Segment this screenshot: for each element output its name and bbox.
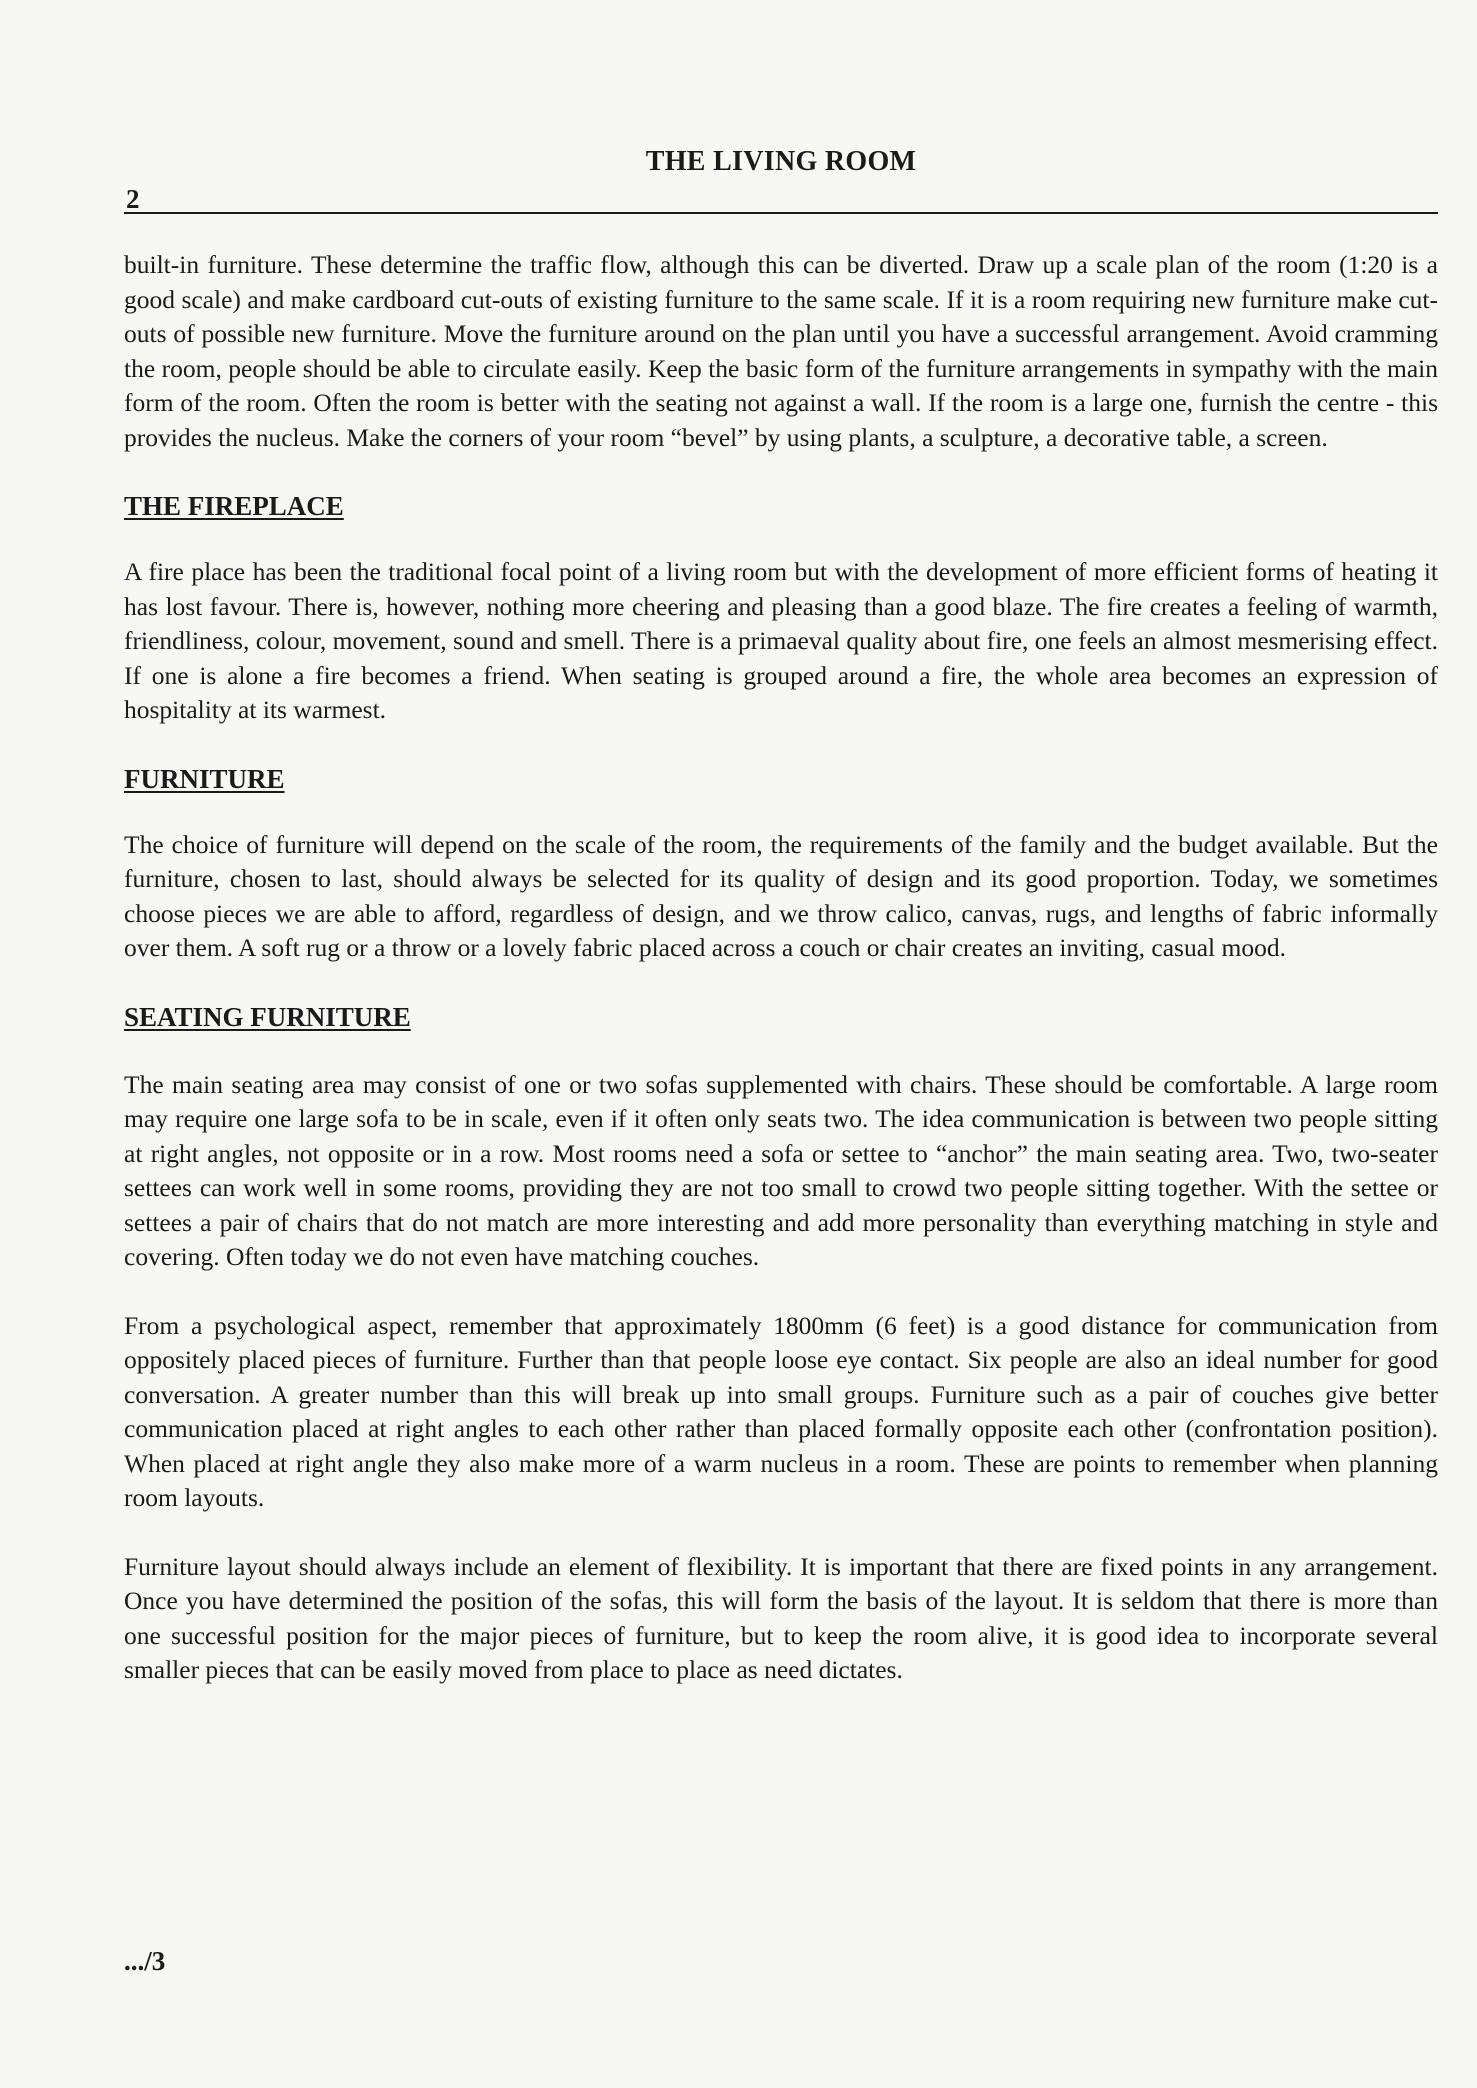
section-heading-furniture: FURNITURE (124, 763, 285, 794)
paragraph-fireplace: A fire place has been the traditional focal point of a living room but with the development of more efficient forms of heating it has lost favour. There is, however, nothing more cheering and pleasing than a good blaze. The fire creates a feeling of warmth, friendliness, colour, movement, sound and smell. There is a primaeval quality about fire, one feels an almost mesmerising effect. If one is alone a fire becomes a friend. When seating is grouped around a fire, the whole area becomes an expression of hospitality at its warmest. (124, 557, 1438, 724)
paragraph-seating-3: Furniture layout should always include an element of flexibility. It is important that there are fixed points in any arrangement. Once you have determined the position of the sofas, this will form the basis of the layout. It is seldom that there is more than one successful position for the major pieces of furniture, but to keep the room alive, it is good idea to incorporate several smaller pieces that can be easily moved from place to place as need dictates. (124, 1551, 1438, 1684)
page-number: 2 (126, 184, 140, 214)
paragraph-seating-2: From a psychological aspect, remember that approximately 1800mm (6 feet) is a good distance for communication from oppositely placed pieces of furniture. Further than that people loose eye contact. Six people are also an ideal number for good conversation. A greater number than this will break up into small groups. Furniture such as a pair of couches give better communication placed at right angles to each other rather than placed formally opposite each other (confrontation position). When placed at right angle they also make more of a warm nucleus in a room. These are points to remember when planning room layouts. (124, 1310, 1438, 1512)
paragraph-seating-1: The main seating area may consist of one or two sofas supplemented with chairs. These should be comfortable. A large room may require one large sofa to be in scale, even if it often only seats two. The idea communication is between two people sitting at right angles, not opposite or in a row. Most rooms need a sofa or settee to “anchor” the main seating area. Two, two-seater settees can work well in some rooms, providing they are not too small to crowd two people sitting together. With the settee or settees a pair of chairs that do not match are more interesting and add more personality than everything matching in style and covering. Often today we do not even have matching couches. (124, 1069, 1438, 1271)
section-heading-fireplace: THE FIREPLACE (124, 491, 344, 521)
paragraph-intro: built-in furniture. These determine the traffic flow, although this can be diverted. Draw up a scale plan of the room (1:20 is a good scale) and make cardboard cut-outs of existing furniture to the same scale. If it is a room requiring new furniture make cut-outs of possible new furniture. Move the furniture around on the plan until you have a successful arrangement. Avoid cramming the room, people should be able to circulate easily. Keep the basic form of the furniture arrangements in sympathy with the main form of the room. Often the room is better with the seating not against a wall. If the room is a large one, furnish the centre - this provides the nucleus. Make the corners of your room “bevel” by using plants, a sculpture, a decorative table, a screen. (124, 250, 1438, 452)
continuation-marker: .../3 (124, 1946, 166, 1976)
running-header (124, 146, 1438, 214)
paragraph-furniture: The choice of furniture will depend on the scale of the room, the requirements of the family and the budget available. But the furniture, chosen to last, should always be selected for its quality of design and its good proportion. Today, we sometimes choose pieces we are able to afford, regardless of design, and we throw calico, canvas, rugs, and lengths of fabric informally over them. A soft rug or a throw or a lovely fabric placed across a couch or chair creates an inviting, casual mood. (124, 829, 1438, 962)
section-heading-seating-furniture: SEATING FURNITURE (124, 1001, 411, 1032)
body-text (124, 248, 1438, 1688)
page-title: THE LIVING ROOM (645, 146, 917, 177)
header-rule (124, 212, 1438, 214)
